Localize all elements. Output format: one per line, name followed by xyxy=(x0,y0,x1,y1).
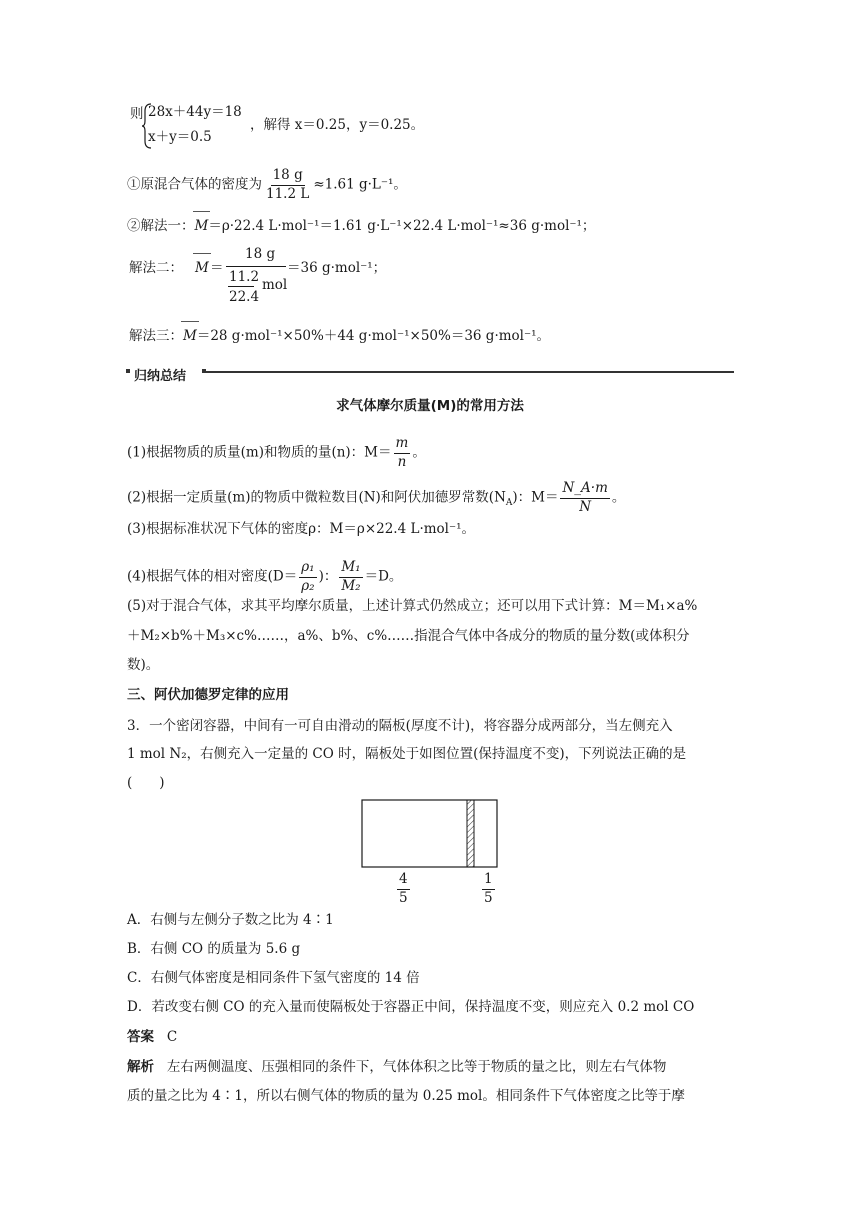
summary-section-label: 归纳总结 xyxy=(134,369,187,384)
summary-item-3: (3)根据标准状况下气体的密度ρ：M＝ρ×22.4 L·mol⁻¹。 xyxy=(127,521,476,537)
method2-num: 18 g xyxy=(245,246,276,262)
summary-item-1: (1)根据物质的质量(m)和物质的量(n)：M＝ $\frac{m}{n}$ 。 xyxy=(127,435,426,470)
summary-item-5-line1: (5)对于混合气体，求其平均摩尔质量，上述计算式仍然成立；还可以用下式计算：M＝M₁×a% xyxy=(127,598,698,614)
question-line3: ( ) xyxy=(127,775,165,791)
method2-inner-den: 22.4 xyxy=(229,289,260,305)
method3-line: 解法三：M＝28 g·mol⁻¹×50%＋44 g·mol⁻¹×50%＝36 g·mol⁻¹。 xyxy=(129,328,551,344)
section-divider xyxy=(206,371,734,373)
system-eq2: x＋y＝0.5 xyxy=(148,129,212,145)
partition-plate xyxy=(467,800,474,867)
density-line: ①原混合气体的密度为 $\frac{18 g}{11.2 L}$ ≈1.61 g·L⁻¹。 xyxy=(127,167,407,202)
section-bullet-left xyxy=(126,369,130,373)
system-eq1: 28x＋44y＝18 xyxy=(148,104,242,120)
figure-label-right: $\frac{1}{5}$ xyxy=(484,871,493,906)
option-a: A．右侧与左侧分子数之比为 4∶1 xyxy=(127,912,334,928)
analysis-line2: 质的量之比为 4∶1，所以右侧气体的物质的量为 0.25 mol。相同条件下气体密度之比等于摩 xyxy=(127,1088,685,1104)
summary-item-4: (4)根据气体的相对密度(D＝ $\frac{\text{ρ₁}}{\text{ρ₂}}$ )： $\frac{\text{M₁}}{\text{M₂}}$ ＝D。 xyxy=(127,559,403,594)
density-fraction: $\frac{18 g}{11.2 L}$ xyxy=(266,167,310,202)
method2-m: M xyxy=(195,260,209,276)
system-prefix: 则 xyxy=(130,106,144,122)
option-c: C．右侧气体密度是相同条件下氢气密度的 14 倍 xyxy=(127,970,420,986)
method1-line: ②解法一：M＝ρ·22.4 L·mol⁻¹＝1.61 g·L⁻¹×22.4 L·mol⁻¹≈36 g·mol⁻¹； xyxy=(127,218,596,234)
mean-molar-mass-symbol: M xyxy=(194,218,209,234)
answer-line: 答案 C xyxy=(127,1029,178,1045)
option-b: B．右侧 CO 的质量为 5.6 g xyxy=(127,941,301,957)
analysis-line1: 解析 左右两侧温度、压强相同的条件下，气体体积之比等于物质的量之比，则左右气体物 xyxy=(127,1059,667,1075)
summary-item-2: (2)根据一定质量(m)的物质中微粒数目(N)和阿伏加德罗常数$(N_A)$：M＝ $\frac{N\_A\cdot m}{N}$ 。 xyxy=(127,480,626,515)
container-outline xyxy=(362,800,497,867)
method2-result: ＝36 g·mol⁻¹； xyxy=(287,260,387,276)
summary-title: 求气体摩尔质量(M)的常用方法 xyxy=(336,398,524,414)
summary-item-5-line3: 数)。 xyxy=(127,657,160,673)
system-result: ，解得 x＝0.25，y＝0.25。 xyxy=(250,117,425,133)
section3-heading: 三、阿伏加德罗定律的应用 xyxy=(127,687,289,703)
figure-label-left: $\frac{4}{5}$ xyxy=(399,871,408,906)
question-line1: 3．一个密闭容器，中间有一可自由滑动的隔板(厚度不计)，将容器分成两部分，当左侧充入 xyxy=(127,718,673,734)
method2-unit: mol xyxy=(262,277,288,293)
option-d: D．若改变右侧 CO 的充入量而使隔板处于容器正中间，保持温度不变，则应充入 0.2 mol CO xyxy=(127,999,695,1015)
method2-label: 解法二： xyxy=(129,260,183,276)
question-line2: 1 mol N₂，右侧充入一定量的 CO 时，隔板处于如图位置(保持温度不变)，下列说法正确的是 xyxy=(127,746,687,762)
method2-inner-num: 11.2 xyxy=(229,269,260,285)
summary-item-5-line2: ＋M₂×b%＋M₃×c%……，a%、b%、c%……指混合气体中各成分的物质的量分数(或体积分 xyxy=(127,628,690,644)
